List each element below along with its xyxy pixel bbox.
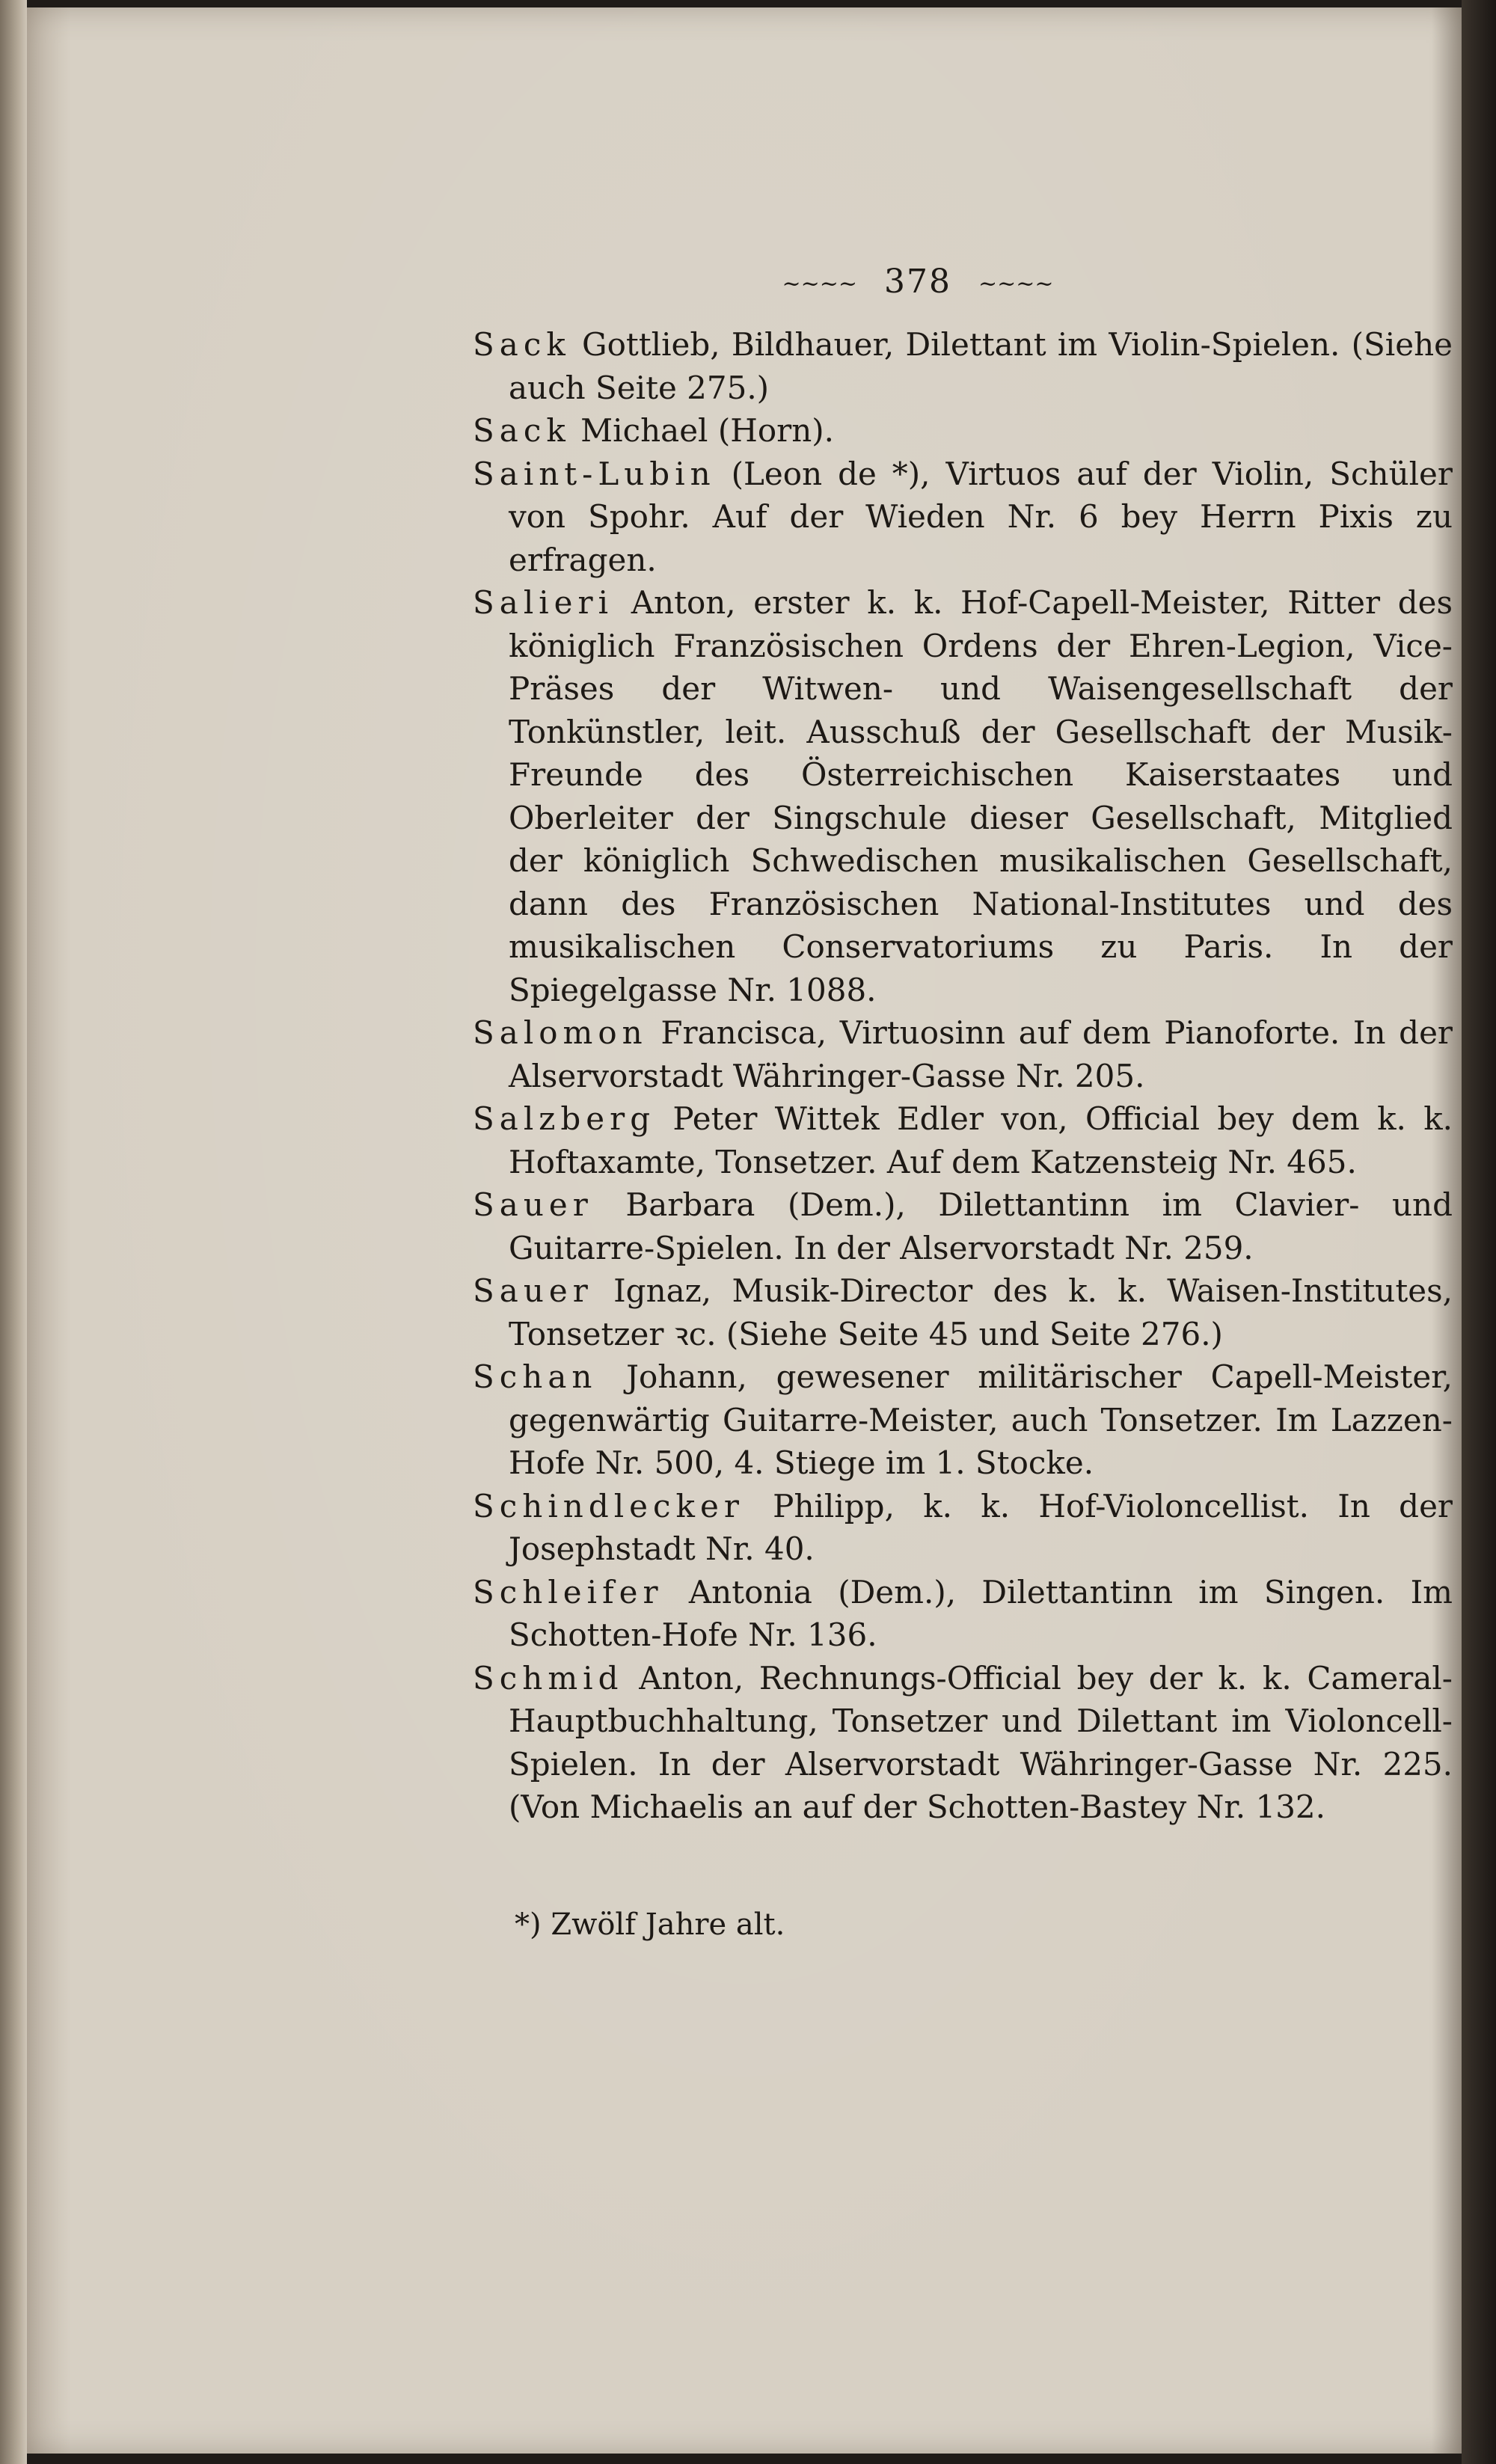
entry-name: Sack <box>473 412 571 450</box>
entry-name: Schmid <box>473 1659 624 1697</box>
entry-name: Salomon <box>473 1014 648 1052</box>
entry-text: Michael (Horn). <box>570 412 834 450</box>
entry-text: Antonia (Dem.), Dilettantinn im Singen. Im Schotten-Hofe Nr. 136. <box>509 1573 1453 1654</box>
directory-entry <box>473 1657 1453 1829</box>
entry-name: Salieri <box>473 584 614 622</box>
header-ornament-right: ~~~~ <box>978 270 1054 297</box>
directory-entry <box>473 1485 1453 1571</box>
directory-entry <box>473 581 1453 1011</box>
entry-text: Anton, erster k. k. Hof-Capell-Meister, Ritter des königlich Französischen Ordens der Ehren-Legion, Vice-Präses der Witwen- und Waisengesellschaft der Tonkünstler, leit. Ausschuß der Gesellschaft der Musik-Freunde des Österreichischen Kaiserstaates und Oberleiter der Singschule dieser Gesellschaft, Mitglied der königlich Schwedischen musikalischen Gesellschaft, dann des Französischen National-Institutes und des musikalischen Conservatoriums zu Paris. In der Spiegelgasse Nr. 1088. <box>509 584 1453 1008</box>
entry-name: Schindlecker <box>473 1487 744 1524</box>
entry-name: Sauer <box>473 1186 593 1224</box>
page-header <box>428 260 1408 305</box>
entry-text: Peter Wittek Edler von, Official bey dem k. k. Hoftaxamte, Tonsetzer. Auf dem Katzensteig Nr. 465. <box>509 1100 1453 1180</box>
directory-entry <box>473 1097 1453 1183</box>
entry-text: Anton, Rechnungs-Official bey der k. k. Cameral-Hauptbuchhaltung, Tonsetzer und Dilettant im Violoncell-Spielen. In der Alservorstadt Währinger-Gasse Nr. 225. (Von Michaelis an auf der Schotten-Bastey Nr. 132. <box>509 1659 1453 1826</box>
entry-name: Schleifer <box>473 1573 663 1611</box>
book-gutter <box>0 0 27 2464</box>
directory-entry <box>473 1183 1453 1269</box>
directory-entry <box>473 1269 1453 1355</box>
entry-text: Gottlieb, Bildhauer, Dilettant im Violin-Spielen. (Siehe auch Seite 275.) <box>509 326 1453 406</box>
entry-name: Saint-Lubin <box>473 455 716 492</box>
entry-text: Ignaz, Musik-Director des k. k. Waisen-Institutes, Tonsetzer ꝛc. (Siehe Seite 45 und Seite 276.) <box>509 1272 1453 1352</box>
directory-entry <box>473 1571 1453 1657</box>
entry-name: Schan <box>473 1358 598 1396</box>
entry-text: Johann, gewesener militärischer Capell-Meister, gegenwärtig Guitarre-Meister, auch Tonsetzer. Im Lazzen-Hofe Nr. 500, 4. Stiege im 1. Stocke. <box>509 1358 1453 1482</box>
entry-name: Sack <box>473 326 571 364</box>
entry-text: Barbara (Dem.), Dilettantinn im Clavier- und Guitarre-Spielen. In der Alservorstadt Nr. 259. <box>509 1186 1453 1266</box>
entry-name: Salzberg <box>473 1100 656 1138</box>
entry-text: Philipp, k. k. Hof-Violoncellist. In der Josephstadt Nr. 40. <box>509 1487 1453 1568</box>
scan-edge <box>1462 0 1496 2464</box>
entry-name: Sauer <box>473 1272 593 1310</box>
book-page <box>25 7 1462 2454</box>
page-content <box>473 260 1453 1946</box>
directory-entry <box>473 1355 1453 1485</box>
entry-text: (Leon de *), Virtuos auf der Violin, Schüler von Spohr. Auf der Wieden Nr. 6 bey Herrn Pixis zu erfragen. <box>509 455 1453 578</box>
entry-text: Francisca, Virtuosinn auf dem Pianoforte. In der Alservorstadt Währinger-Gasse Nr. 205. <box>509 1014 1453 1094</box>
page-number: 378 <box>884 263 951 301</box>
directory-entry <box>473 1011 1453 1097</box>
directory-entry <box>473 323 1453 409</box>
footnote: *) Zwölf Jahre alt. <box>515 1907 785 1942</box>
directory-entry <box>473 409 1453 453</box>
header-ornament-left: ~~~~ <box>782 270 857 297</box>
directory-entry <box>473 453 1453 582</box>
